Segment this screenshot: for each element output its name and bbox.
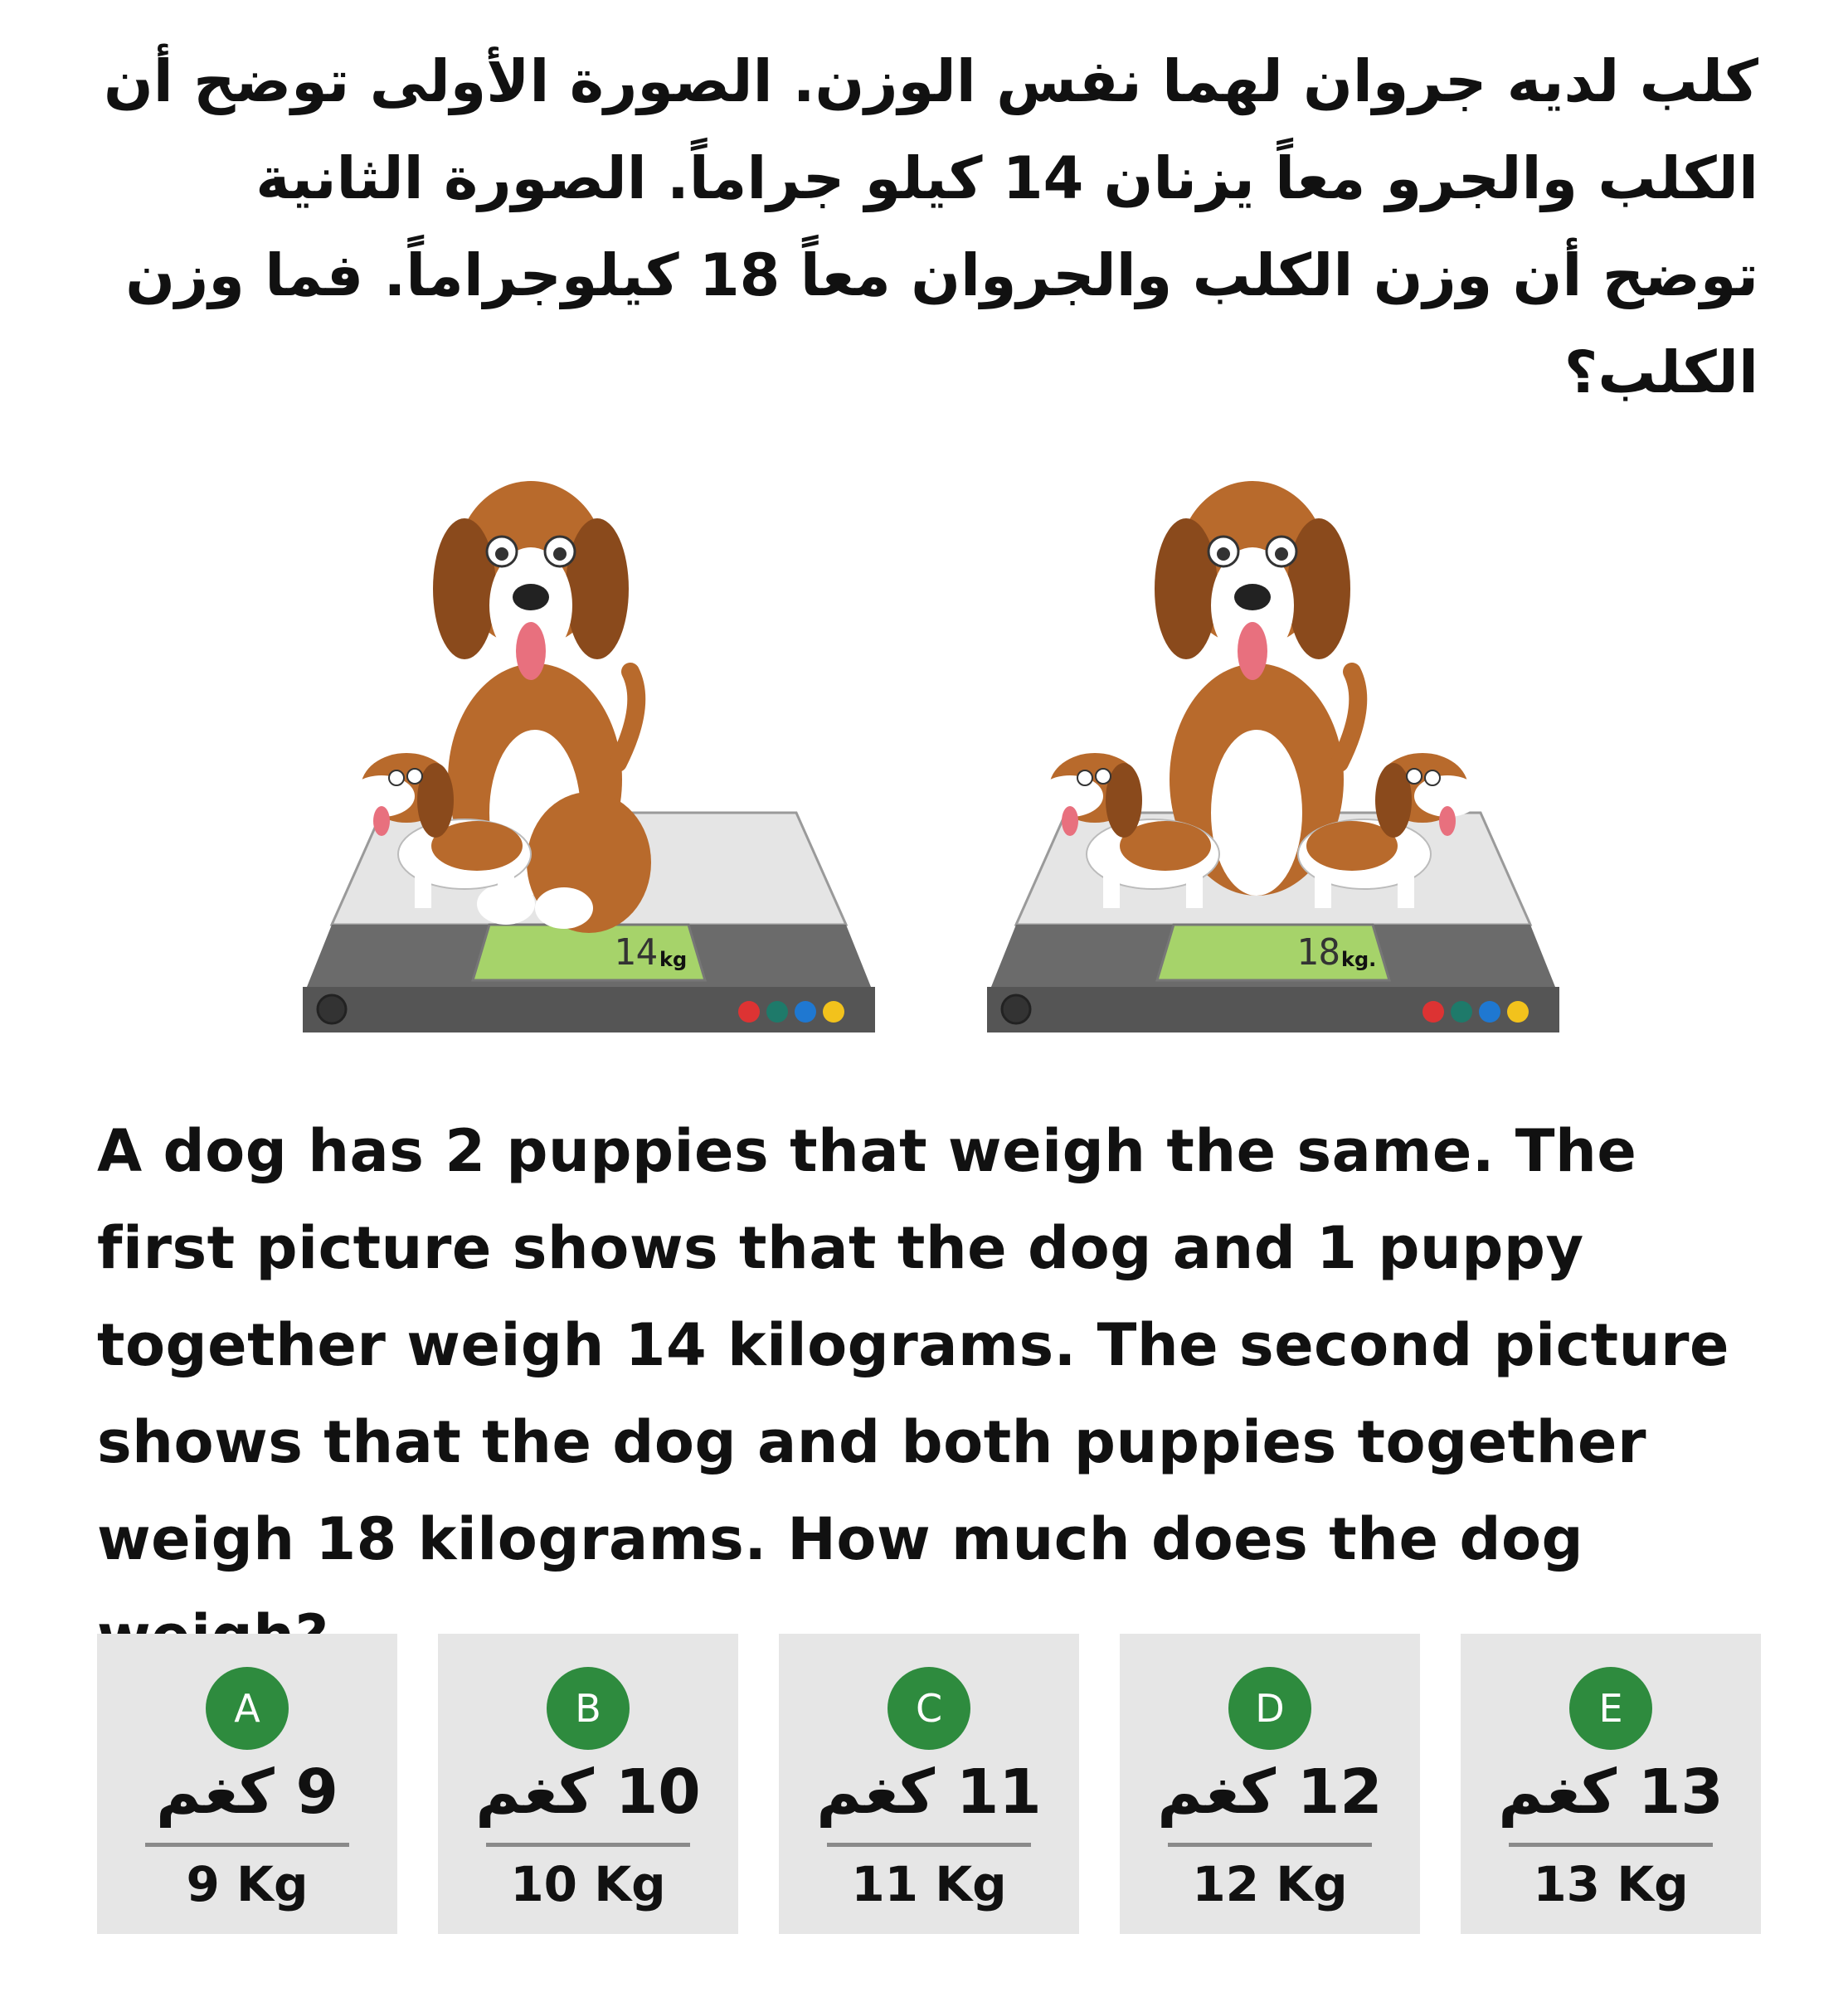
option-a[interactable] <box>97 1634 397 1934</box>
scale-display-unit: kg <box>659 948 688 971</box>
option-english-label: 10 Kg <box>510 1856 666 1912</box>
option-english-label: 13 Kg <box>1533 1856 1689 1912</box>
option-letter-badge: B <box>547 1667 630 1750</box>
option-b[interactable] <box>438 1634 738 1934</box>
scale-display-unit: kg. <box>1341 948 1377 971</box>
option-letter-badge: C <box>888 1667 970 1750</box>
question-english: A dog has 2 puppies that weigh the same. The first picture shows that the dog and 1 puppy together weigh 14 kilograms. The second picture shows that the dog and both puppies together weigh 18 kilograms. How much does the dog <box>97 1117 1729 1573</box>
option-letter-badge: D <box>1228 1667 1311 1750</box>
question-arabic: كلب لديه جروان لهما نفس الوزن. الصورة الأولى توضح أن الكلب والجرو معاً يزنان 14 كيلو جراماً. الصورة الثانية توضح أن وزن الكلب والجروان معاً 18 كيلوجراماً. فما وزن الكلب؟ <box>103 47 1758 406</box>
option-e[interactable] <box>1461 1634 1761 1934</box>
option-arabic-label: 10 كغم <box>475 1756 701 1828</box>
option-divider <box>145 1843 349 1847</box>
scale-illustration-dog-one-puppy <box>299 464 879 1037</box>
option-letter-badge: A <box>206 1667 289 1750</box>
option-divider <box>1509 1843 1713 1847</box>
option-divider <box>827 1843 1031 1847</box>
option-arabic-label: 13 كغم <box>1498 1756 1724 1828</box>
option-d[interactable] <box>1120 1634 1420 1934</box>
option-divider <box>486 1843 690 1847</box>
option-c[interactable] <box>779 1634 1079 1934</box>
option-arabic-label: 11 كغم <box>816 1756 1042 1828</box>
scale-display-reading: 18 <box>1296 931 1340 974</box>
scale-illustration-dog-two-puppies <box>983 464 1564 1037</box>
option-arabic-label: 9 كغم <box>155 1756 339 1828</box>
option-english-label: 9 Kg <box>186 1856 309 1912</box>
answer-options <box>97 1634 1761 1934</box>
scale-display-reading: 14 <box>614 931 658 974</box>
option-english-label: 12 Kg <box>1192 1856 1348 1912</box>
option-english-label: 11 Kg <box>851 1856 1007 1912</box>
option-letter-badge: E <box>1569 1667 1652 1750</box>
option-arabic-label: 12 كغم <box>1157 1756 1383 1828</box>
option-divider <box>1168 1843 1372 1847</box>
